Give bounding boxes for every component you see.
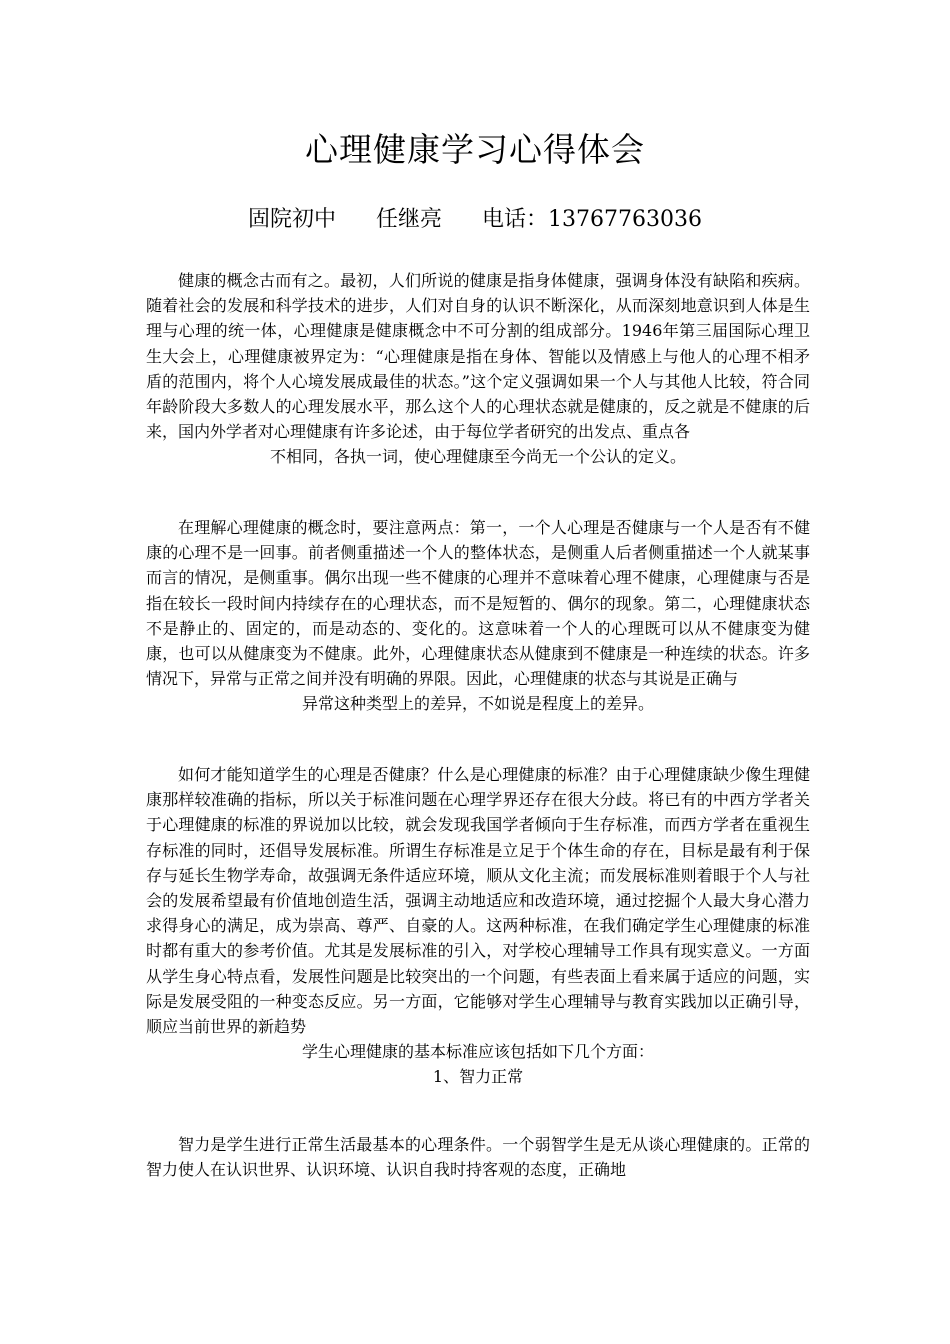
author-school: 固院初中 — [248, 207, 337, 232]
section-heading: 1、智力正常 — [432, 1067, 524, 1087]
paragraph-4 — [146, 1132, 810, 1182]
paragraph-1 — [146, 268, 810, 470]
document-title: 心理健康学习心得体会 — [305, 130, 645, 169]
paragraph-2-text: 在理解心理健康的概念时，要注意两点：第一，一个人心理是否健康与一个人是否有不健康的心理不是一回事。前者侧重描述一个人的整体状态，是侧重人后者侧重描述一个人就某事而言的情况，是侧重事。偶尔出现一些不健康的心理并不意味着心理不健康，心理健康与否是指在较长一段时间内持续存在的心理状态，而不是短暂的、偶尔的现象。第二，心理健康状态不是静止的、固定的，而是动态的、变化的。这意味着一个人的心理既可以从不健康变为健康，也可以从健康变为不健康。此外，心理健康状态从健康到不健康是一种连续的状态。许多情况下，异常与正常之间并没有明确的界限。因此，心理健康的状态与其说是正确与 — [146, 518, 810, 689]
author-phone: 电话：13767763036 — [482, 207, 702, 232]
paragraph-1-last-line: 不相同，各执一词，使心理健康至今尚无一个公认的定义。 — [269, 447, 686, 467]
paragraph-2-last-line: 异常这种类型上的差异，不如说是程度上的差异。 — [301, 694, 654, 714]
paragraph-4-text: 智力是学生进行正常生活最基本的心理条件。一个弱智学生是无从谈心理健康的。正常的智力使人在认识世界、认识环境、认识自我时持客观的态度，正确地 — [146, 1135, 810, 1180]
paragraph-3 — [146, 762, 810, 1090]
paragraph-1-text: 健康的概念古而有之。最初，人们所说的健康是指身体健康，强调身体没有缺陷和疾病。随着社会的发展和科学技术的进步，人们对自身的认识不断深化，从而深刻地意识到人体是生理与心理的统一体，心理健康是健康概念中不可分割的组成部分。1946年第三届国际心理卫生大会上，心理健康被界定为：“心理健康是指在身体、智能以及情感上与他人的心理不相矛盾的范围内，将个人心境发展成最佳的状态。”这个定义强调如果一个人与其他人比较，符合同年龄阶段大多数人的心理发展水平，那么这个人的心理状态就是健康的，反之就是不健康的后来，国内外学者对心理健康有许多论述，由于每位学者研究的出发点、重点各 — [146, 271, 810, 442]
paragraph-2 — [146, 515, 810, 717]
paragraph-3-last-line: 学生心理健康的基本标准应该包括如下几个方面： — [301, 1042, 654, 1062]
author-line — [0, 204, 950, 236]
author-name: 任继亮 — [376, 207, 443, 232]
paragraph-3-text: 如何才能知道学生的心理是否健康？什么是心理健康的标准？由于心理健康缺少像生理健康那样较准确的指标，所以关于标准问题在心理学界还存在很大分歧。将已有的中西方学者关于心理健康的标准的界说加以比较，就会发现我国学者倾向于生存标准，而西方学者在重视生存标准的同时，还倡导发展标准。所谓生存标准是立足于个体生命的存在，目标是最有利于保存与延长生物学寿命，故强调无条件适应环境，顺从文化主流；而发展标准则着眼于个人与社会的发展希望最有价值地创造生活，强调主动地适应和改造环境，通过挖掘个人最大身心潜力求得身心的满足，成为崇高、尊严、自豪的人。这两种标准，在我们确定学生心理健康的标准时都有重大的参考价值。尤其是发展标准的引入，对学校心理辅导工作具有现实意义。一方面从学生身心特点看，发展性问题是比较突出的一个问题，有些表面上看来属于适应的问题，实际是发展受阻的一种变态反应。另一方面，它能够对学生心理辅导与教育实践加以正确引导，顺应当前世界的新趋势 — [146, 765, 810, 1037]
